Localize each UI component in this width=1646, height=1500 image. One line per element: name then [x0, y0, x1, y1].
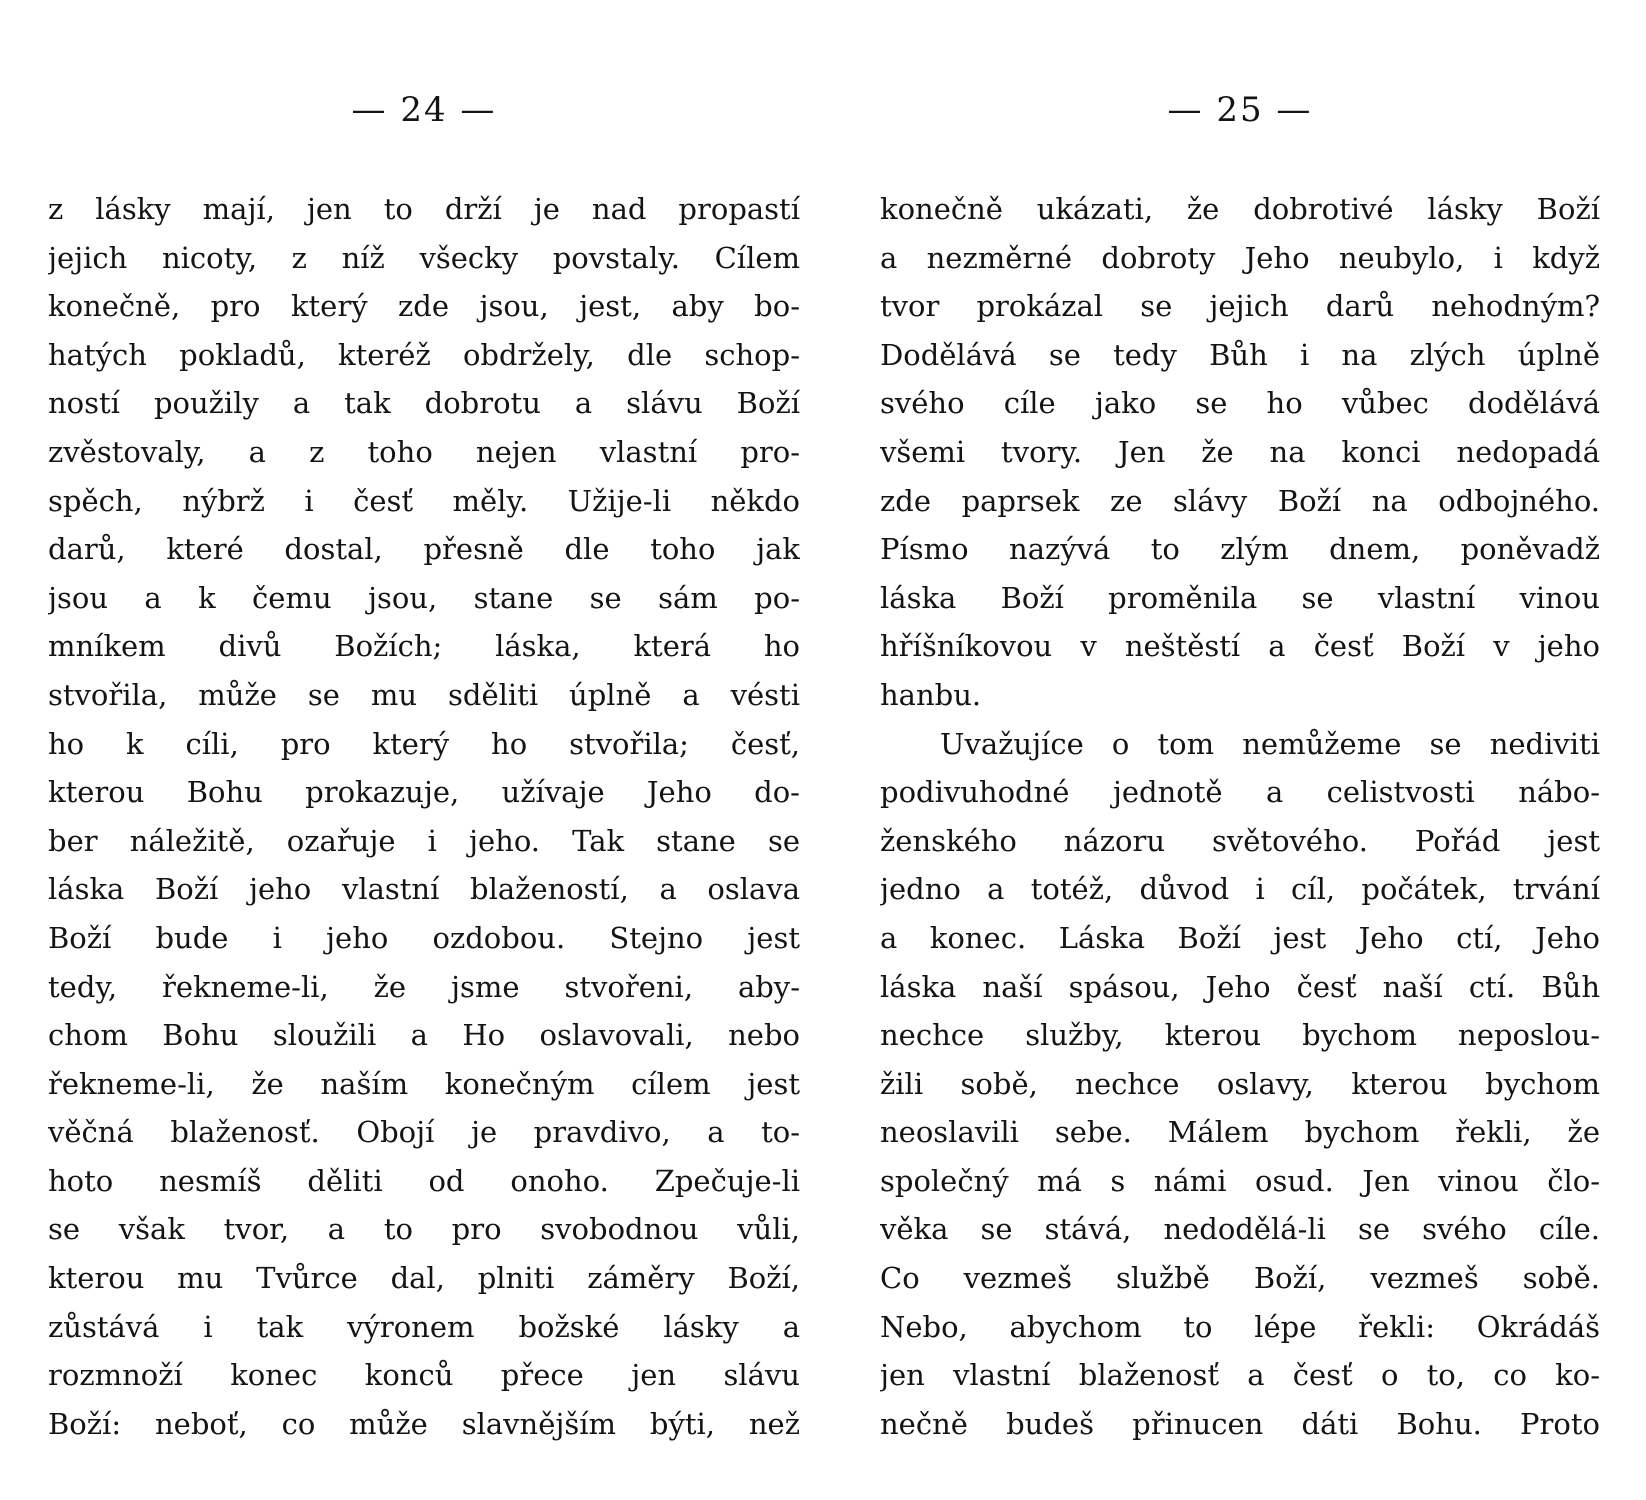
text-line: hatých pokladů, kteréž obdržely, dle schop-: [48, 337, 800, 372]
text-line: z lásky mají, jen to drží je nad propastí: [48, 192, 800, 226]
text-line: hoto nesmíš děliti od onoho. Zpečuje-li: [48, 1163, 800, 1198]
text-line: zůstává i tak výronem božské lásky a: [48, 1309, 800, 1344]
text-line: ho k cíli, pro který ho stvořila; česť,: [48, 726, 800, 761]
text-line: tvor prokázal se jejich darů nehodným?: [880, 289, 1600, 324]
text-line: ností použily a tak dobrotu a slávu Boží: [48, 386, 800, 421]
text-line: věka se stává, nedodělá-li se svého cíle.: [880, 1212, 1600, 1247]
text-line: nečně budeš přinucen dáti Bohu. Proto: [880, 1406, 1600, 1441]
text-line: Uvažujíce o tom nemůžeme se nediviti: [940, 726, 1600, 761]
text-line: ženského názoru světového. Pořád jest: [880, 823, 1600, 858]
text-line: řekneme-li, že naším konečným cílem jest: [48, 1066, 800, 1101]
page-number-right: — 25 —: [1167, 90, 1313, 130]
text-line: se však tvor, a to pro svobodnou vůli,: [48, 1212, 800, 1247]
text-line: zde paprsek ze slávy Boží na odbojného.: [880, 483, 1600, 518]
text-line: nechce služby, kterou bychom neposlou-: [880, 1018, 1600, 1053]
right-page-text: [880, 185, 1600, 1448]
text-line: chom Bohu sloužili a Ho oslavovali, nebo: [48, 1018, 800, 1053]
text-line: stvořila, může se mu sděliti úplně a vésti: [48, 677, 800, 712]
left-page: [48, 0, 800, 1500]
text-line: spěch, nýbrž i česť měly. Užije-li někdo: [48, 483, 800, 518]
text-line: hříšníkovou v neštěstí a česť Boží v jeho: [880, 629, 1600, 664]
text-line: Nebo, abychom to lépe řekli: Okrádáš: [880, 1309, 1600, 1344]
right-page: [880, 0, 1600, 1500]
text-line: konečně, pro který zde jsou, jest, aby bo-: [48, 289, 800, 324]
text-line: jejich nicoty, z níž všecky povstaly. Cílem: [48, 240, 800, 275]
text-line: žili sobě, nechce oslavy, kterou bychom: [880, 1066, 1600, 1101]
text-line: neoslavili sebe. Málem bychom řekli, že: [880, 1115, 1600, 1150]
text-line: Boží: neboť, co může slavnějším býti, než: [48, 1406, 800, 1441]
text-line: a konec. Láska Boží jest Jeho ctí, Jeho: [880, 920, 1600, 955]
text-line: hanbu.: [880, 677, 982, 712]
text-line: společný má s námi osud. Jen vinou člo-: [880, 1163, 1600, 1198]
text-line: jsou a k čemu jsou, stane se sám po-: [48, 580, 800, 615]
left-page-text: [48, 185, 800, 1448]
text-line: tedy, řekneme-li, že jsme stvořeni, aby-: [48, 969, 800, 1004]
text-line: láska Boží proměnila se vlastní vinou: [880, 580, 1600, 615]
text-line: zvěstovaly, a z toho nejen vlastní pro-: [48, 434, 800, 469]
text-line: svého cíle jako se ho vůbec dodělává: [880, 386, 1600, 421]
text-line: věčná blaženosť. Obojí je pravdivo, a to-: [48, 1115, 800, 1150]
text-line: všemi tvory. Jen že na konci nedopadá: [880, 434, 1600, 469]
text-line: konečně ukázati, že dobrotivé lásky Boží: [880, 192, 1600, 226]
text-line: Dodělává se tedy Bůh i na zlých úplně: [880, 337, 1600, 372]
text-line: kterou mu Tvůrce dal, plniti záměry Boží,: [48, 1261, 800, 1296]
text-line: kterou Bohu prokazuje, užívaje Jeho do-: [48, 775, 800, 810]
text-line: ber náležitě, ozařuje i jeho. Tak stane se: [48, 823, 800, 858]
text-line: láska naší spásou, Jeho česť naší ctí. Bůh: [880, 969, 1600, 1004]
text-line: Boží bude i jeho ozdobou. Stejno jest: [48, 920, 800, 955]
text-line: podivuhodné jednotě a celistvosti nábo-: [880, 775, 1600, 810]
text-line: rozmnoží konec konců přece jen slávu: [48, 1358, 800, 1393]
text-line: mníkem divů Božích; láska, která ho: [48, 629, 800, 664]
text-line: jedno a totéž, důvod i cíl, počátek, trvání: [880, 872, 1600, 907]
text-line: a nezměrné dobroty Jeho neubylo, i když: [880, 240, 1600, 275]
text-line: jen vlastní blaženosť a česť o to, co ko-: [880, 1358, 1600, 1393]
page-number-left: — 24 —: [351, 90, 497, 130]
text-line: Písmo nazývá to zlým dnem, poněvadž: [880, 532, 1600, 567]
text-line: darů, které dostal, přesně dle toho jak: [48, 532, 800, 567]
text-line: láska Boží jeho vlastní blažeností, a oslava: [48, 872, 800, 907]
text-line: Co vezmeš službě Boží, vezmeš sobě.: [880, 1261, 1600, 1296]
